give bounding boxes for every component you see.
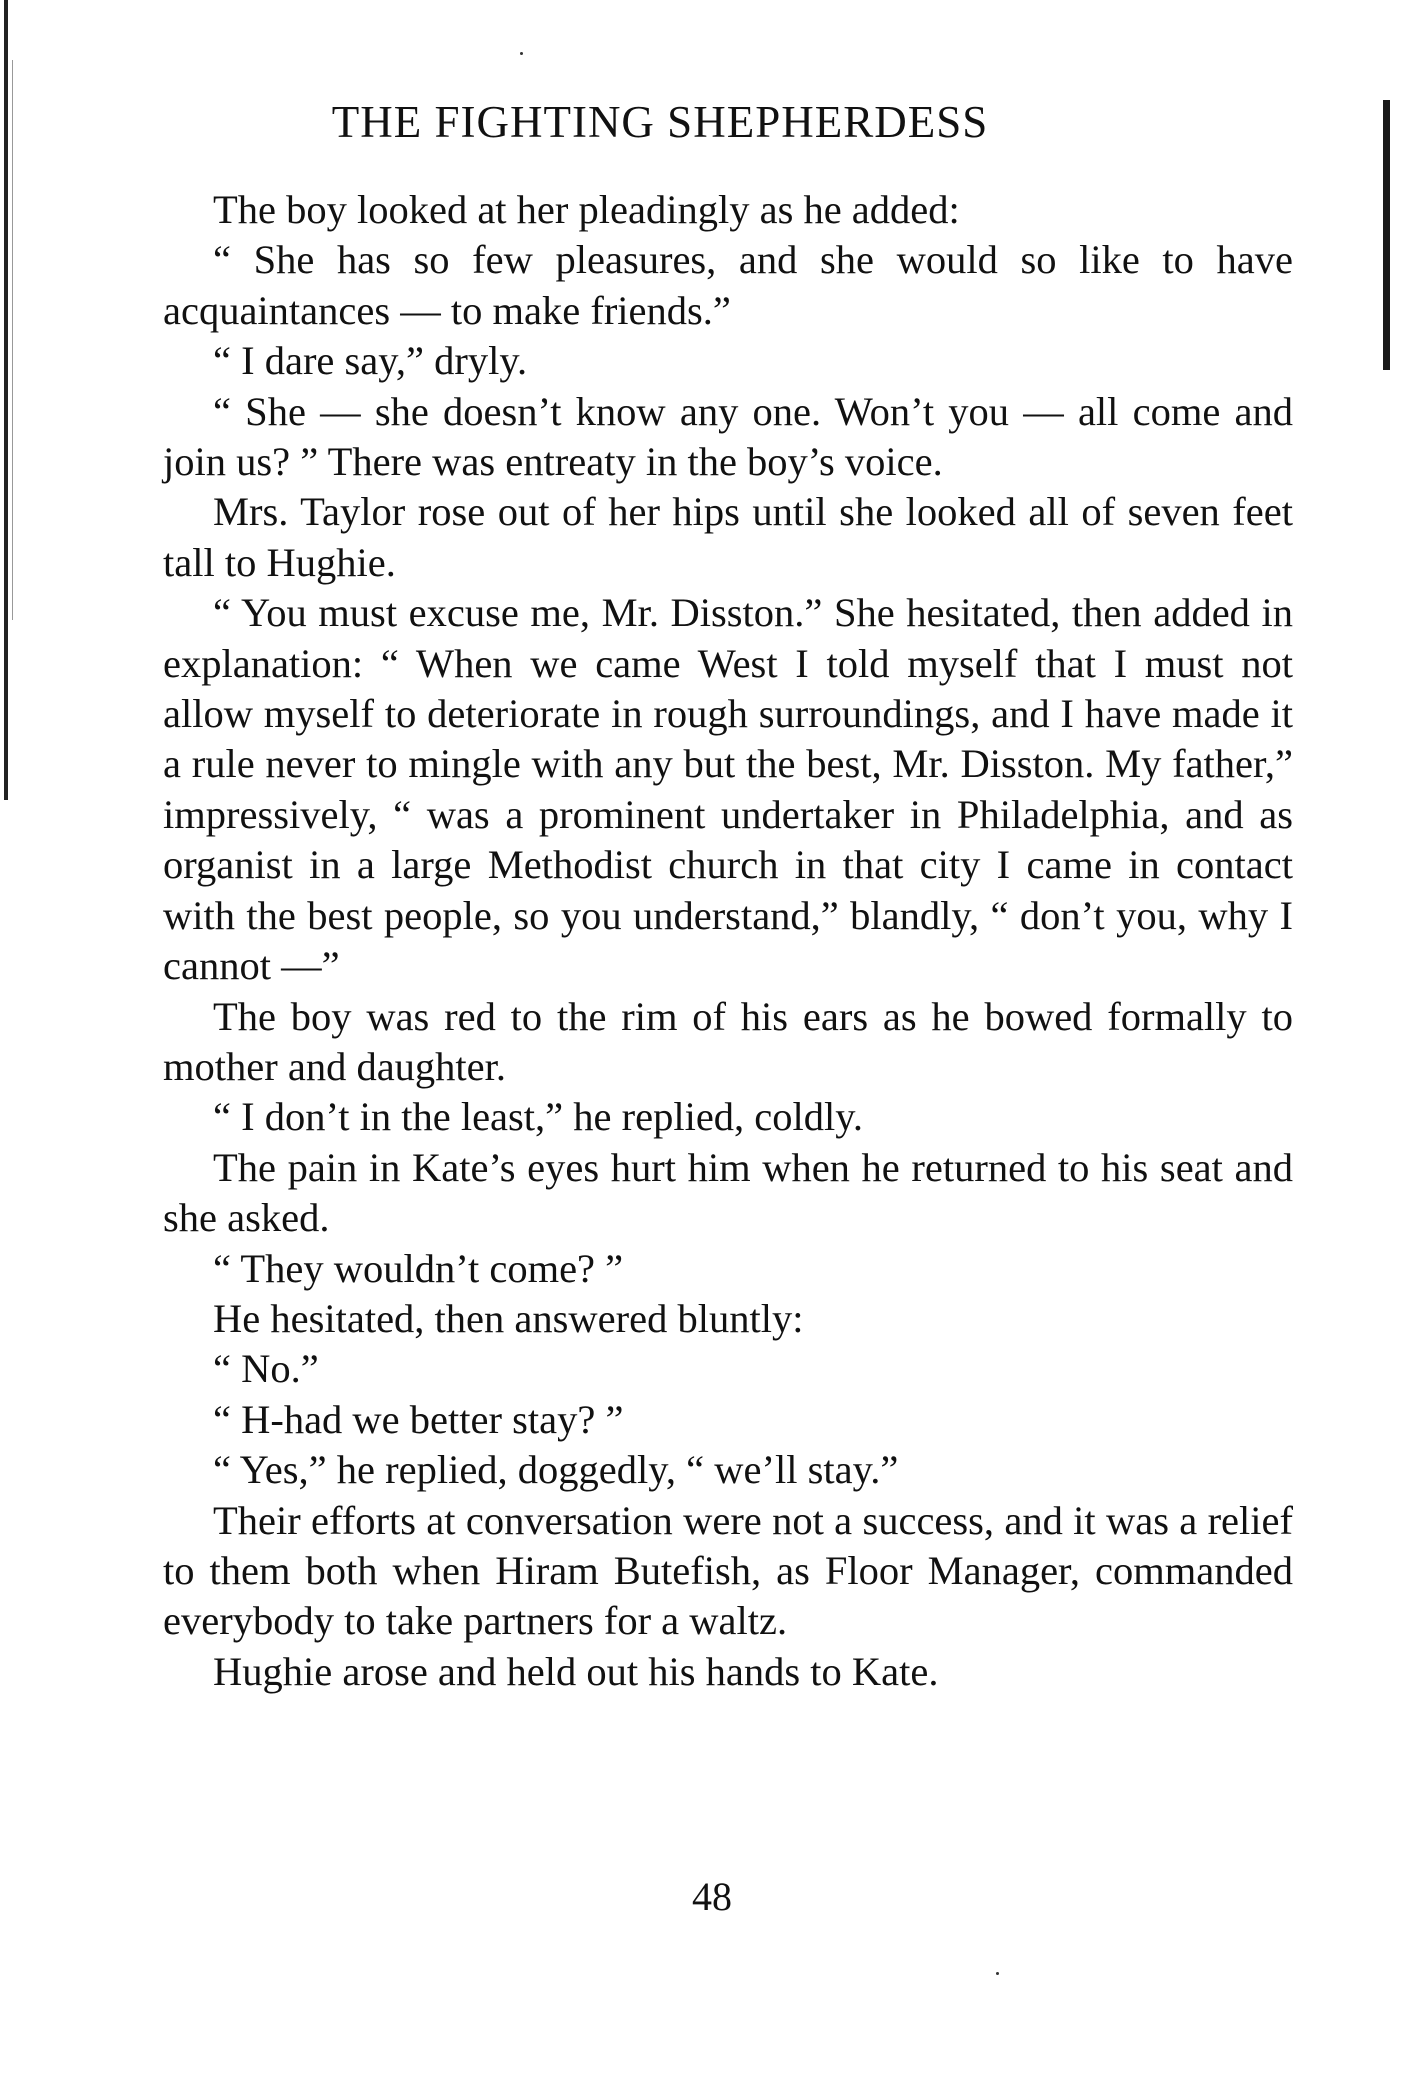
page-number: 48: [692, 1874, 732, 1919]
scan-speck: [996, 1972, 999, 1975]
paragraph: The pain in Kate’s eyes hurt him when he returned to his seat and she asked.: [163, 1144, 1293, 1241]
body-text: [163, 185, 1293, 1697]
paragraph: “ I don’t in the least,” he replied, coldly.: [213, 1094, 864, 1140]
scan-speck: [520, 52, 523, 55]
paragraph: “ You must excuse me, Mr. Disston.” She hesitated, then added in explanation: “ When we came West I told myself that I must not allow myself to deteriorate in rough surroundings, and I have made it a rule never to mingle with any but the best, Mr. Disston. My father,” impressively, “ was a prominent undertaker in Philadelphia, and as organist in a large Methodist church in that city I came in contact with the best people, so you understand,” blandly, “ don’t you, why I cannot —”: [163, 590, 1293, 989]
paragraph: Mrs. Taylor rose out of her hips until she looked all of seven feet tall to Hughie.: [163, 489, 1293, 585]
paragraph: The boy was red to the rim of his ears as he bowed formally to mother and daughter.: [163, 993, 1293, 1089]
paragraph: The boy looked at her pleadingly as he added:: [213, 187, 960, 232]
paragraph: Their efforts at conversation were not a success, and it was a relief to them both when Hiram Butefish, as Floor Manager, commanded everybody to take partners for a waltz.: [163, 1497, 1293, 1644]
paragraph: “ She — she doesn’t know any one. Won’t you — all come and join us? ” There was entreaty in the boy’s voice.: [163, 388, 1293, 485]
scan-edge-right: [1383, 100, 1390, 370]
paragraph: He hesitated, then answered bluntly:: [213, 1295, 804, 1341]
paragraph: “ H-had we better stay? ”: [213, 1396, 624, 1442]
paragraph: “ They wouldn’t come? ”: [213, 1245, 624, 1291]
scan-edge-left-thin: [12, 60, 13, 620]
paragraph: Hughie arose and held out his hands to Kate.: [213, 1648, 939, 1694]
running-head: THE FIGHTING SHEPHERDESS: [331, 97, 989, 147]
scan-edge-left: [4, 0, 8, 800]
paragraph: “ Yes,” he replied, doggedly, “ we’ll stay.”: [213, 1447, 899, 1493]
paragraph: “ I dare say,” dryly.: [213, 338, 528, 384]
paragraph: “ No.”: [213, 1346, 319, 1392]
paragraph: “ She has so few pleasures, and she would so like to have acquaintances — to make friends.”: [163, 237, 1293, 333]
